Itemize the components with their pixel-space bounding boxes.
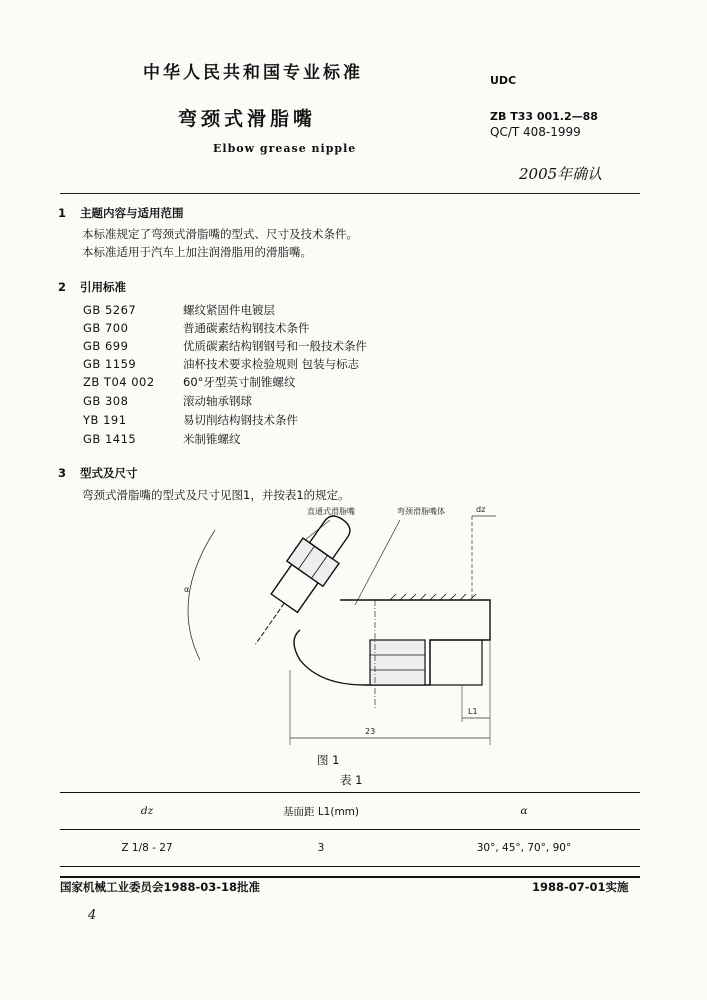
figure-caption: 图 1 <box>317 753 340 767</box>
page-number: 4 <box>88 908 97 923</box>
label-dz: dz <box>476 505 486 514</box>
section-title: 主题内容与适用范围 <box>80 206 184 220</box>
reference-item <box>83 412 298 428</box>
reference-item <box>83 374 295 390</box>
reference-code: YB 191 <box>83 413 127 427</box>
table-cell-alpha: 30°, 45°, 70°, 90° <box>476 842 572 854</box>
section-title: 型式及尺寸 <box>80 466 138 480</box>
section-title: 引用标准 <box>80 280 126 294</box>
table-header-L1: 基面距 L1(mm) <box>282 805 360 818</box>
org-title: 中华人民共和国专业标准 <box>143 63 363 83</box>
section-2-heading <box>58 279 126 295</box>
section-number: 1 <box>58 206 67 220</box>
reference-title: 易切削结构钢技术条件 <box>183 413 298 427</box>
reference-code: ZB T04 002 <box>83 375 155 389</box>
footer-divider <box>60 876 640 878</box>
section-1-paragraph: 本标准规定了弯颈式滑脂嘴的型式、尺寸及技术条件。 <box>82 227 358 241</box>
effective-date: 1988-07-01实施 <box>532 880 629 894</box>
reference-title: 优质碳素结构钢钢号和一般技术条件 <box>183 339 367 353</box>
section-1-paragraph: 本标准适用于汽车上加注润滑脂用的滑脂嘴。 <box>82 245 312 259</box>
reference-title: 螺纹紧固件电镀层 <box>183 303 275 317</box>
reference-item <box>83 302 275 318</box>
leader-line <box>355 520 400 605</box>
hex-nut <box>370 640 425 685</box>
table-caption: 表 1 <box>340 773 363 787</box>
table-row <box>60 830 640 867</box>
handwritten-confirmation: 2005年确认 <box>519 165 603 183</box>
section-3-paragraph: 弯颈式滑脂嘴的型式及尺寸见图1，并按表1的规定。 <box>82 488 350 502</box>
standard-code-zb: ZB T33 001.2—88 <box>490 110 598 123</box>
reference-item <box>83 320 310 336</box>
section-1-heading <box>58 205 184 221</box>
section-3-heading <box>58 465 138 481</box>
reference-title: 60°牙型英寸制锥螺纹 <box>183 375 296 389</box>
section-number: 2 <box>58 280 67 294</box>
udc-label: UDC <box>490 74 517 87</box>
reference-item <box>83 393 252 409</box>
standard-code-qc: QC/T 408-1999 <box>490 125 581 139</box>
table-header-row <box>60 793 640 830</box>
reference-title: 油杯技术要求检验规则 包装与标志 <box>183 357 360 371</box>
thread-hatching <box>390 594 476 600</box>
reference-title: 滚动轴承钢球 <box>183 394 252 408</box>
approval-date: 国家机械工业委员会1988-03-18批准 <box>60 880 261 894</box>
reference-item <box>83 431 241 447</box>
page-subtitle-en: Elbow grease nipple <box>213 142 357 155</box>
reference-title: 普通碳素结构钢技术条件 <box>183 321 310 335</box>
reference-code: GB 308 <box>83 394 129 408</box>
table-header-dz: dz <box>140 805 154 817</box>
label-straight-nipple: 直通式滑脂嘴 <box>307 507 355 516</box>
alpha-label: α <box>184 585 190 594</box>
reference-item <box>83 338 367 354</box>
reference-code: GB 700 <box>83 321 129 335</box>
angle-arc <box>188 530 215 660</box>
reference-code: GB 1159 <box>83 357 137 371</box>
reference-item <box>83 356 359 372</box>
reference-code: GB 5267 <box>83 303 137 317</box>
table-header-alpha: α <box>520 805 528 817</box>
reference-code: GB 699 <box>83 339 129 353</box>
reference-title: 米制锥螺纹 <box>183 432 241 446</box>
section-number: 3 <box>58 466 67 480</box>
reference-code: GB 1415 <box>83 432 137 446</box>
header-divider <box>60 193 640 194</box>
page-title: 弯颈式滑脂嘴 <box>178 108 317 130</box>
dimension-value: 23 <box>365 727 376 736</box>
L1-label: L1 <box>468 707 478 716</box>
table-1 <box>60 792 640 867</box>
straight-nipple-part <box>238 507 361 657</box>
table-cell-L1: 3 <box>317 842 325 854</box>
label-nipple-body: 弯颈滑脂嘴体 <box>397 507 445 516</box>
table-cell-dz: Z 1/8 - 27 <box>121 842 173 854</box>
figure-elbow-grease-nipple <box>160 500 520 762</box>
